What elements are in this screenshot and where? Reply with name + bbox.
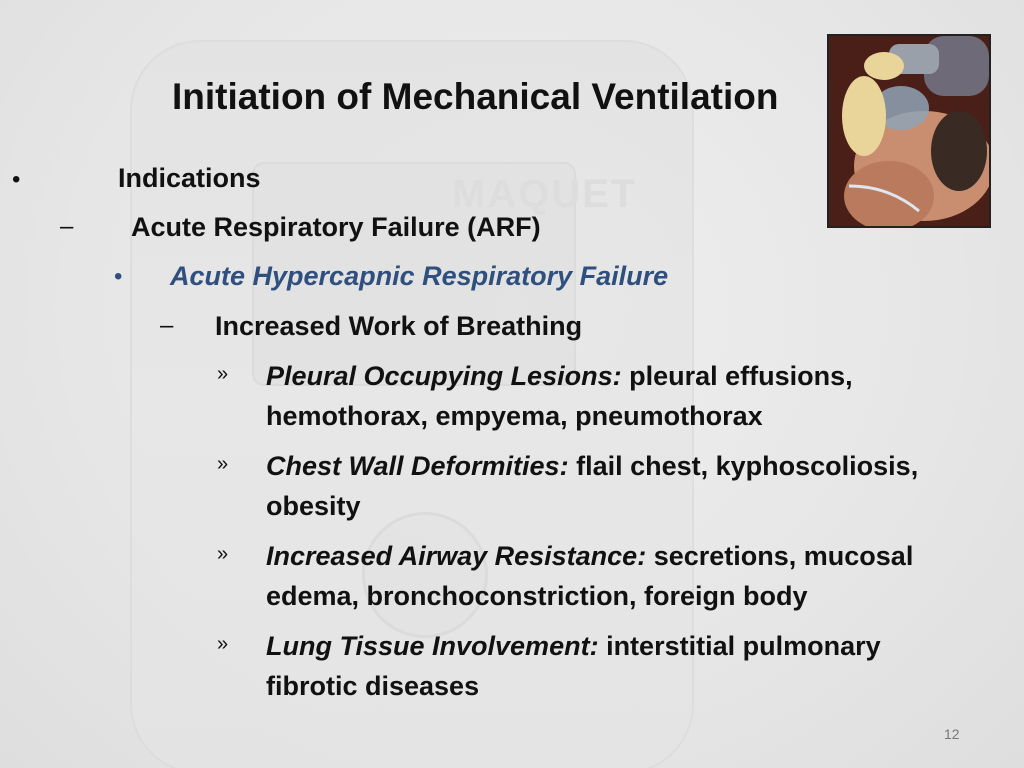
item1-bullet: » [217,363,229,385]
level2-text: Acute Respiratory Failure (ARF) [131,212,541,242]
item3-term: Increased Airway Resistance: [266,541,647,571]
page-number: 12 [944,726,960,742]
item2-bullet: » [217,453,229,475]
item2-term: Chest Wall Deformities: [266,451,569,481]
ventilator-knob-watermark [362,512,488,638]
level3-text: Acute Hypercapnic Respiratory Failure [170,261,669,291]
level4-dash: – [160,312,174,339]
item3-line1 [266,541,913,572]
item3-line2: edema, bronchoconstriction, foreign body [266,581,808,611]
item4-term: Lung Tissue Involvement: [266,631,599,661]
item4-line1 [266,631,881,662]
item1-line1 [266,361,853,392]
item3-desc1: secretions, mucosal [646,541,914,571]
level4-text: Increased Work of Breathing [215,311,583,341]
level3-bullet: • [114,263,123,290]
item1-line2: hemothorax, empyema, pneumothorax [266,401,763,431]
item2-line2: obesity [266,491,361,521]
item1-desc1: pleural effusions, [621,361,853,391]
item2-desc1: flail chest, kyphoscoliosis, [568,451,919,481]
level1-bullet: • [12,166,21,193]
ventilation-photo [827,34,991,228]
watermark-brand: MAQUET [452,172,638,216]
item4-bullet: » [217,633,229,655]
level1-text: Indications [118,163,261,193]
slide-title: Initiation of Mechanical Ventilation [172,76,779,117]
item4-line2: fibrotic diseases [266,671,480,701]
item4-desc1: interstitial pulmonary [598,631,881,661]
item2-line1 [266,451,918,482]
item1-term: Pleural Occupying Lesions: [266,361,622,391]
bag-mask-ventilation-image [829,36,989,226]
level2-dash: – [60,213,74,240]
item3-bullet: » [217,543,229,565]
